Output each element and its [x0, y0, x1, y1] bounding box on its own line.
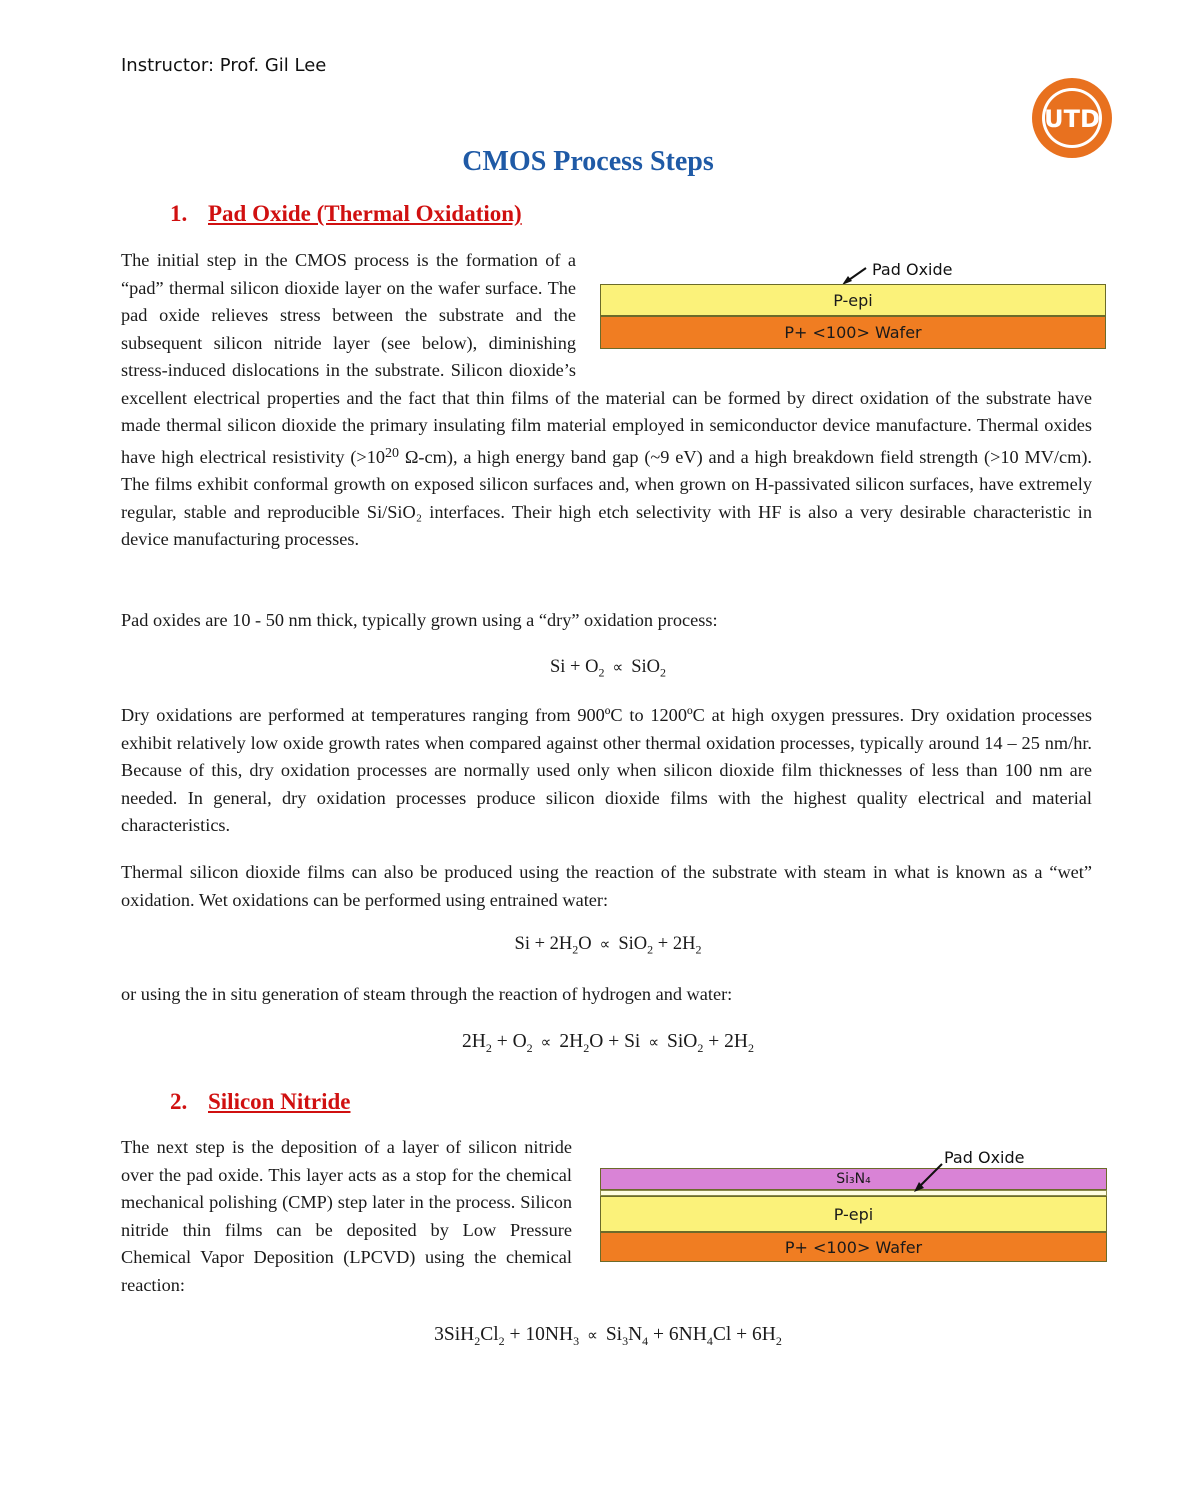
para1-text-a: The initial step in the CMOS process is the formation of a “pad” thermal silicon dioxide layer on the wafer surface. The pad oxide relieves stress between the substrate and the subsequent silicon nitride layer (see below), diminishing stress-induced dislocations in the substrate. Silicon dioxide’s excellent electrical properties and the fact that thin films of the material can be formed by direct oxidation of the substrate have made thermal silicon dioxide the primary insulating film material employed in semiconductor device manufacture. Thermal oxides have high electrical resistivity (>10: [121, 250, 1092, 467]
logo-text: UTD: [1044, 105, 1100, 133]
section-1-number: 1.: [170, 201, 188, 226]
section-2-heading: [170, 1089, 350, 1115]
section-1-paragraph-3: Dry oxidations are performed at temperatures ranging from 900ºC to 1200ºC at high oxygen pressures. Dry oxidation processes exhibit relatively low oxide growth rates when compared against other thermal oxidation processes, typically around 14 – 25 nm/hr. Because of this, dry oxidation processes are normally used only when silicon dioxide film thicknesses of less than 100 nm are needed. In general, dry oxidation processes produce silicon dioxide films with the highest quality electrical and material characteristics.: [121, 705, 1092, 835]
equation-steam-generation: $2H_2 + O_2 \propto 2H_2O + Si \propto SiO_2 + 2H_2$: [461, 1031, 754, 1055]
section-2-title: Silicon Nitride: [208, 1089, 351, 1114]
section-1-paragraph-4: Thermal silicon dioxide films can also be produced using the reaction of the substrate with steam in what is known as a “wet” oxidation. Wet oxidations can be performed using entrained water:: [121, 862, 1092, 910]
layer-si3n4: Si₃N₄: [600, 1168, 1107, 1190]
layer-wafer-2: P+ <100> Wafer: [600, 1232, 1107, 1262]
page-title: CMOS Process Steps: [462, 146, 714, 177]
section-1-title: Pad Oxide (Thermal Oxidation): [208, 201, 522, 226]
para1-exponent: 20: [385, 445, 400, 461]
section-1-paragraph-5: or using the in situ generation of steam through the reaction of hydrogen and water:: [121, 984, 733, 1004]
pad-oxide-label-2: Pad Oxide: [944, 1148, 1025, 1167]
pad-oxide-arrow-icon-2: [910, 1160, 946, 1194]
para1-text-b: Ω-cm), a high energy band gap (~9 eV) and a high breakdown field strength (>10 MV/cm). The films exhibit conformal growth on exposed silicon surfaces and, when grown on H-passivated silicon surfaces, have extremely regular, stable and reproducible Si/SiO₂ interfaces. Their high etch selectivity with HF is also a very desirable characteristic in device manufacturing processes.: [121, 446, 1092, 549]
layer-wafer: P+ <100> Wafer: [600, 316, 1106, 349]
equation-dry-oxidation: $Si + O_2 \propto SiO_2$: [550, 657, 666, 680]
pad-oxide-diagram: [600, 258, 1106, 350]
equation-wet-oxidation: $Si + 2H_2O \propto SiO_2 + 2H_2$: [514, 934, 702, 957]
section-2-number: 2.: [170, 1089, 188, 1114]
instructor-line: Instructor: Prof. Gil Lee: [121, 55, 327, 76]
section-1-heading: [170, 201, 522, 227]
layer-p-epi: P-epi: [600, 284, 1106, 316]
section-2-paragraph-1: The next step is the deposition of a layer of silicon nitride over the pad oxide. This layer acts as a stop for the chemical mechanical polishing (CMP) step later in the process. Silicon nitride thin films can be deposited by Low Pressure Chemical Vapor Deposition (LPCVD) using the chemical reaction:: [121, 1137, 572, 1295]
silicon-nitride-diagram: [600, 1146, 1107, 1262]
pad-oxide-label: Pad Oxide: [872, 260, 953, 279]
pad-oxide-arrow-icon: [840, 264, 870, 286]
layer-p-epi-2: P-epi: [600, 1196, 1107, 1232]
section-1-paragraph-2: Pad oxides are 10 - 50 nm thick, typically grown using a “dry” oxidation process:: [121, 610, 718, 630]
equation-lpcvd-nitride: $3SiH_2Cl_2 + 10NH_3 \propto Si_3N_4 + 6NH_4Cl + 6H_2$: [434, 1324, 782, 1348]
